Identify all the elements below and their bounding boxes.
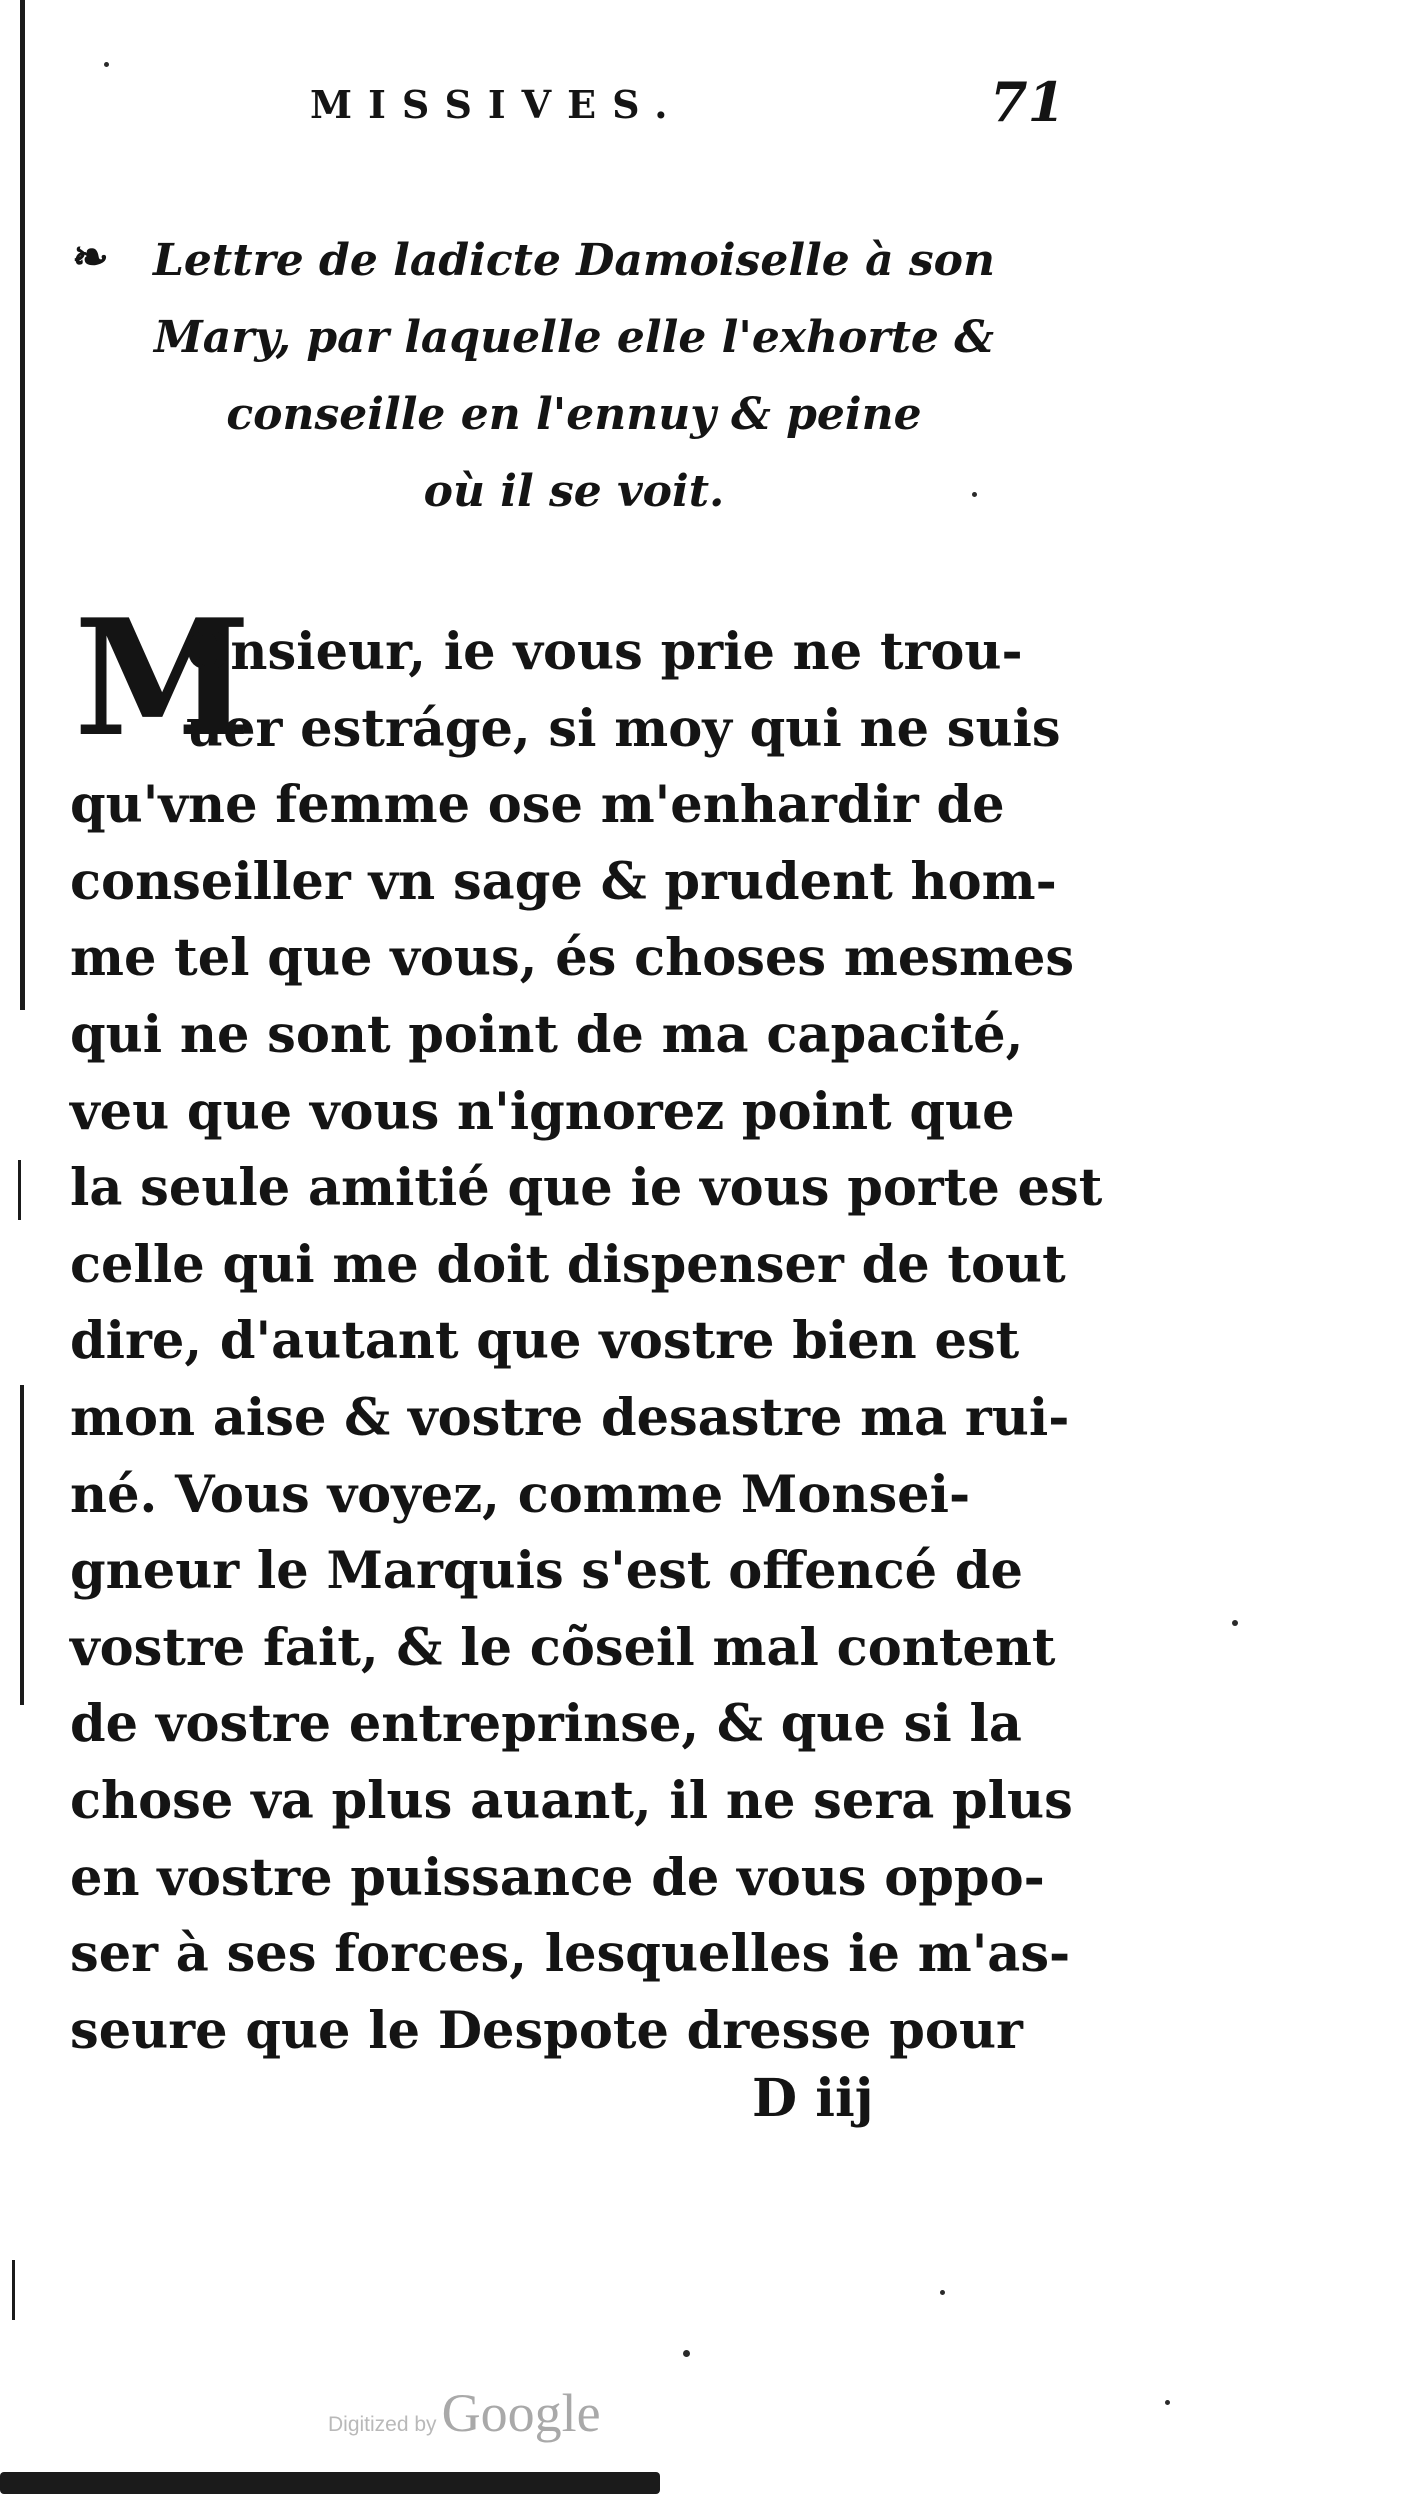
body-line: me tel que vous, és choses mesmes	[70, 928, 1075, 989]
body-line: de vostre entreprinse, & que si la	[70, 1694, 1022, 1755]
body-line: vostre fait, & le cõseil mal content	[70, 1617, 1056, 1678]
heading-line: Mary, par laquelle elle l'exhorte &	[154, 312, 994, 363]
letter-heading	[68, 222, 1080, 530]
heading-line: où il se voit.	[423, 466, 725, 517]
body-line: qui ne sont point de ma capacité,	[70, 1004, 1024, 1065]
bottom-edge-rule	[0, 2472, 660, 2494]
running-head: MISSIVES.	[310, 82, 684, 127]
body-text	[70, 614, 1103, 2069]
binding-edge-rule	[20, 0, 25, 1010]
binding-edge-rule	[20, 1385, 24, 1705]
body-line: chose va plus auant, il ne sera plus	[70, 1770, 1073, 1831]
signature-mark: D iij	[752, 2068, 874, 2129]
body-line: né. Vous voyez, comme Monsei-	[70, 1464, 971, 1525]
scan-speck	[104, 62, 109, 67]
binding-edge-rule	[12, 2260, 15, 2320]
body-line: la seule amitié que ie vous porte est	[70, 1158, 1103, 1219]
watermark-prefix: Digitized by	[328, 2413, 437, 2436]
heading-line: conseille en l'ennuy & peine	[226, 389, 922, 440]
fleuron-ornament-icon: ❧	[72, 232, 109, 283]
body-line: ser à ses forces, lesquelles ie m'as-	[70, 1924, 1071, 1985]
scan-speck	[1232, 1620, 1238, 1626]
body-line: en vostre puissance de vous oppo-	[70, 1847, 1045, 1908]
drop-cap: M	[74, 584, 252, 772]
scan-speck	[940, 2290, 945, 2295]
page-number: 71	[990, 70, 1066, 134]
heading-line: Lettre de ladicte Damoiselle à son	[152, 235, 995, 286]
body-line: uer estráge, si moy qui ne suis	[186, 698, 1061, 759]
scan-speck	[1165, 2400, 1170, 2405]
body-line: veu que vous n'ignorez point que	[70, 1081, 1015, 1142]
body-line: Onsieur, ie vous prie ne trou-	[186, 622, 1023, 682]
watermark-brand: Google	[441, 2383, 601, 2443]
body-line: conseiller vn sage & prudent hom-	[70, 851, 1057, 912]
body-line: qu'vne femme ose m'enhardir de	[70, 775, 1005, 836]
scan-speck	[683, 2350, 690, 2357]
digitized-watermark	[328, 2382, 601, 2444]
body-line: gneur le Marquis s'est offencé de	[70, 1541, 1023, 1602]
body-line: dire, d'autant que vostre bien est	[70, 1311, 1020, 1372]
binding-edge-rule	[18, 1160, 21, 1220]
body-line: celle qui me doit dispenser de tout	[70, 1234, 1066, 1295]
body-line: mon aise & vostre desastre ma rui-	[70, 1387, 1070, 1448]
body-line: seure que le Despote dresse pour	[70, 2000, 1023, 2061]
